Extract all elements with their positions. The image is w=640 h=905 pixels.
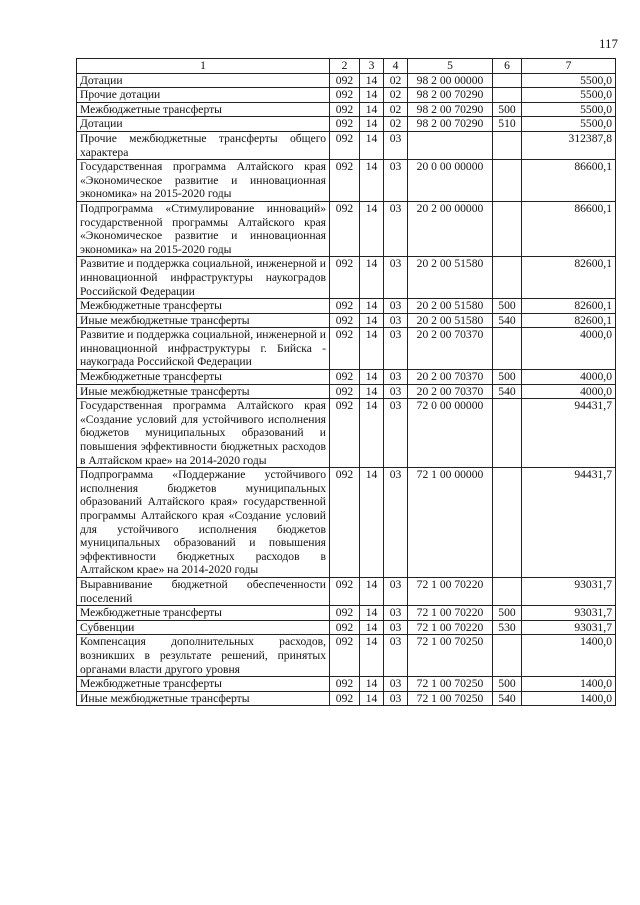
table-row [77,102,616,117]
row-target-article: 72 1 00 70220 [408,606,493,621]
row-section-code: 14 [360,160,384,202]
row-name-cell: Межбюджетные трансферты [77,370,330,385]
row-expense-type [493,577,522,605]
table-row [77,577,616,605]
row-section-code: 14 [360,691,384,706]
row-name-cell: Дотации [77,73,330,88]
row-subsection-code: 02 [384,73,408,88]
row-amount: 312387,8 [522,131,616,159]
row-ministry-code: 092 [330,88,360,103]
table-row [77,313,616,328]
row-ministry-code: 092 [330,160,360,202]
row-expense-type: 500 [493,102,522,117]
header-col-7: 7 [522,59,616,74]
header-col-5: 5 [408,59,493,74]
row-ministry-code: 092 [330,102,360,117]
row-name-cell: Иные межбюджетные трансферты [77,313,330,328]
row-target-article: 20 2 00 51580 [408,299,493,314]
row-expense-type: 500 [493,299,522,314]
row-expense-type [493,131,522,159]
row-amount: 4000,0 [522,328,616,370]
row-subsection-code: 03 [384,691,408,706]
row-name-cell: Государственная программа Алтайского края «Создание условий для устойчивого исполнения бюджетов муниципальных образований и повышения эффективности бюджетных расходов в Алтайском крае» на 2014-2020 годы [77,399,330,468]
row-target-article: 72 1 00 70250 [408,677,493,692]
row-expense-type [493,73,522,88]
row-expense-type: 540 [493,691,522,706]
row-ministry-code: 092 [330,313,360,328]
row-subsection-code: 03 [384,635,408,677]
row-ministry-code: 092 [330,257,360,299]
budget-table [76,58,616,706]
table-row [77,201,616,256]
row-name-cell: Прочие дотации [77,88,330,103]
row-name-cell: Межбюджетные трансферты [77,102,330,117]
row-target-article: 20 2 00 00000 [408,201,493,256]
row-name-cell: Межбюджетные трансферты [77,677,330,692]
row-amount: 94431,7 [522,399,616,468]
row-amount: 4000,0 [522,384,616,399]
row-amount: 5500,0 [522,73,616,88]
row-target-article: 98 2 00 70290 [408,88,493,103]
row-subsection-code: 03 [384,577,408,605]
row-expense-type [493,399,522,468]
row-expense-type: 500 [493,606,522,621]
row-expense-type [493,468,522,578]
row-name-cell: Прочие межбюджетные трансферты общего характера [77,131,330,159]
row-amount: 93031,7 [522,620,616,635]
row-ministry-code: 092 [330,131,360,159]
row-ministry-code: 092 [330,468,360,578]
row-name-cell: Межбюджетные трансферты [77,299,330,314]
row-amount: 5500,0 [522,88,616,103]
table-row [77,160,616,202]
row-section-code: 14 [360,299,384,314]
row-target-article: 72 1 00 70220 [408,620,493,635]
row-amount: 1400,0 [522,635,616,677]
row-expense-type [493,201,522,256]
row-amount: 82600,1 [522,257,616,299]
table-row [77,384,616,399]
row-subsection-code: 03 [384,606,408,621]
row-amount: 82600,1 [522,313,616,328]
row-subsection-code: 03 [384,677,408,692]
row-section-code: 14 [360,606,384,621]
row-name-cell: Развитие и поддержка социальной, инженерной и инновационной инфраструктуры наукоградов Российской Федерации [77,257,330,299]
row-target-article: 72 1 00 00000 [408,468,493,578]
row-name-cell: Подпрограмма «Поддержание устойчивого исполнения бюджетов муниципальных образований Алтайского края» государственной программы Алтайского края «Создание условий для устойчивого исполнения бюджетов муниципальных образований и повышения эффективности бюджетных расходов в Алтайском крае» на 2014-2020 годы [77,468,330,578]
table-row [77,328,616,370]
row-subsection-code: 03 [384,370,408,385]
table-row [77,399,616,468]
row-section-code: 14 [360,677,384,692]
row-target-article: 72 1 00 70220 [408,577,493,605]
row-section-code: 14 [360,117,384,132]
row-expense-type: 510 [493,117,522,132]
row-ministry-code: 092 [330,399,360,468]
table-row [77,117,616,132]
row-name-cell: Выравнивание бюджетной обеспеченности поселений [77,577,330,605]
row-subsection-code: 03 [384,299,408,314]
row-amount: 5500,0 [522,117,616,132]
row-target-article: 20 2 00 70370 [408,384,493,399]
row-target-article: 20 2 00 70370 [408,328,493,370]
header-col-1: 1 [77,59,330,74]
table-row [77,677,616,692]
row-ministry-code: 092 [330,370,360,385]
row-subsection-code: 02 [384,117,408,132]
table-row [77,620,616,635]
row-section-code: 14 [360,620,384,635]
row-expense-type [493,88,522,103]
row-section-code: 14 [360,370,384,385]
header-row [77,59,616,74]
row-target-article [408,131,493,159]
row-expense-type: 500 [493,677,522,692]
row-target-article: 98 2 00 70290 [408,102,493,117]
row-expense-type: 540 [493,384,522,399]
row-ministry-code: 092 [330,577,360,605]
header-col-3: 3 [360,59,384,74]
row-section-code: 14 [360,399,384,468]
row-ministry-code: 092 [330,606,360,621]
table-row [77,370,616,385]
row-target-article: 20 2 00 51580 [408,257,493,299]
row-name-cell: Межбюджетные трансферты [77,606,330,621]
page-number: 117 [598,36,618,51]
row-expense-type: 530 [493,620,522,635]
row-name-cell: Иные межбюджетные трансферты [77,384,330,399]
row-subsection-code: 03 [384,468,408,578]
row-section-code: 14 [360,201,384,256]
row-ministry-code: 092 [330,73,360,88]
table-row [77,88,616,103]
row-subsection-code: 03 [384,384,408,399]
table-row [77,468,616,578]
row-name-cell: Подпрограмма «Стимулирование инноваций» государственной программы Алтайского края «Экономическое развитие и инновационная экономика» на 2015-2020 годы [77,201,330,256]
table-row [77,73,616,88]
row-section-code: 14 [360,313,384,328]
row-expense-type [493,635,522,677]
row-subsection-code: 03 [384,328,408,370]
row-section-code: 14 [360,102,384,117]
row-target-article: 20 2 00 70370 [408,370,493,385]
table-row [77,257,616,299]
row-name-cell: Компенсация дополнительных расходов, возникших в результате решений, принятых органами власти другого уровня [77,635,330,677]
row-section-code: 14 [360,73,384,88]
row-section-code: 14 [360,131,384,159]
table-row [77,299,616,314]
table-row [77,131,616,159]
table-body [77,73,616,706]
table-row [77,635,616,677]
row-amount: 4000,0 [522,370,616,385]
row-target-article: 98 2 00 70290 [408,117,493,132]
row-ministry-code: 092 [330,691,360,706]
row-section-code: 14 [360,635,384,677]
row-ministry-code: 092 [330,328,360,370]
row-ministry-code: 092 [330,201,360,256]
row-amount: 86600,1 [522,160,616,202]
row-name-cell: Развитие и поддержка социальной, инженерной и инновационной инфраструктуры г. Бийска - наукограда Российской Федерации [77,328,330,370]
row-amount: 1400,0 [522,677,616,692]
row-section-code: 14 [360,468,384,578]
row-expense-type [493,328,522,370]
row-ministry-code: 092 [330,117,360,132]
row-amount: 94431,7 [522,468,616,578]
row-target-article: 72 1 00 70250 [408,635,493,677]
row-subsection-code: 03 [384,131,408,159]
row-expense-type [493,160,522,202]
row-ministry-code: 092 [330,384,360,399]
row-target-article: 98 2 00 00000 [408,73,493,88]
row-section-code: 14 [360,577,384,605]
row-section-code: 14 [360,384,384,399]
row-expense-type [493,257,522,299]
row-subsection-code: 02 [384,102,408,117]
row-subsection-code: 03 [384,201,408,256]
row-section-code: 14 [360,257,384,299]
row-subsection-code: 03 [384,257,408,299]
table-row [77,606,616,621]
header-col-2: 2 [330,59,360,74]
row-name-cell: Субвенции [77,620,330,635]
row-subsection-code: 03 [384,313,408,328]
row-ministry-code: 092 [330,635,360,677]
row-amount: 82600,1 [522,299,616,314]
row-name-cell: Иные межбюджетные трансферты [77,691,330,706]
row-amount: 1400,0 [522,691,616,706]
row-section-code: 14 [360,328,384,370]
row-subsection-code: 03 [384,160,408,202]
row-subsection-code: 03 [384,399,408,468]
row-section-code: 14 [360,88,384,103]
row-amount: 93031,7 [522,577,616,605]
row-expense-type: 500 [493,370,522,385]
row-ministry-code: 092 [330,620,360,635]
row-ministry-code: 092 [330,299,360,314]
row-target-article: 72 1 00 70250 [408,691,493,706]
row-name-cell: Государственная программа Алтайского края «Экономическое развитие и инновационная экономика» на 2015-2020 годы [77,160,330,202]
row-amount: 5500,0 [522,102,616,117]
row-subsection-code: 02 [384,88,408,103]
row-target-article: 20 0 00 00000 [408,160,493,202]
header-col-4: 4 [384,59,408,74]
row-expense-type: 540 [493,313,522,328]
header-col-6: 6 [493,59,522,74]
row-amount: 93031,7 [522,606,616,621]
row-target-article: 72 0 00 00000 [408,399,493,468]
row-target-article: 20 2 00 51580 [408,313,493,328]
row-name-cell: Дотации [77,117,330,132]
row-subsection-code: 03 [384,620,408,635]
row-ministry-code: 092 [330,677,360,692]
row-amount: 86600,1 [522,201,616,256]
table-row [77,691,616,706]
